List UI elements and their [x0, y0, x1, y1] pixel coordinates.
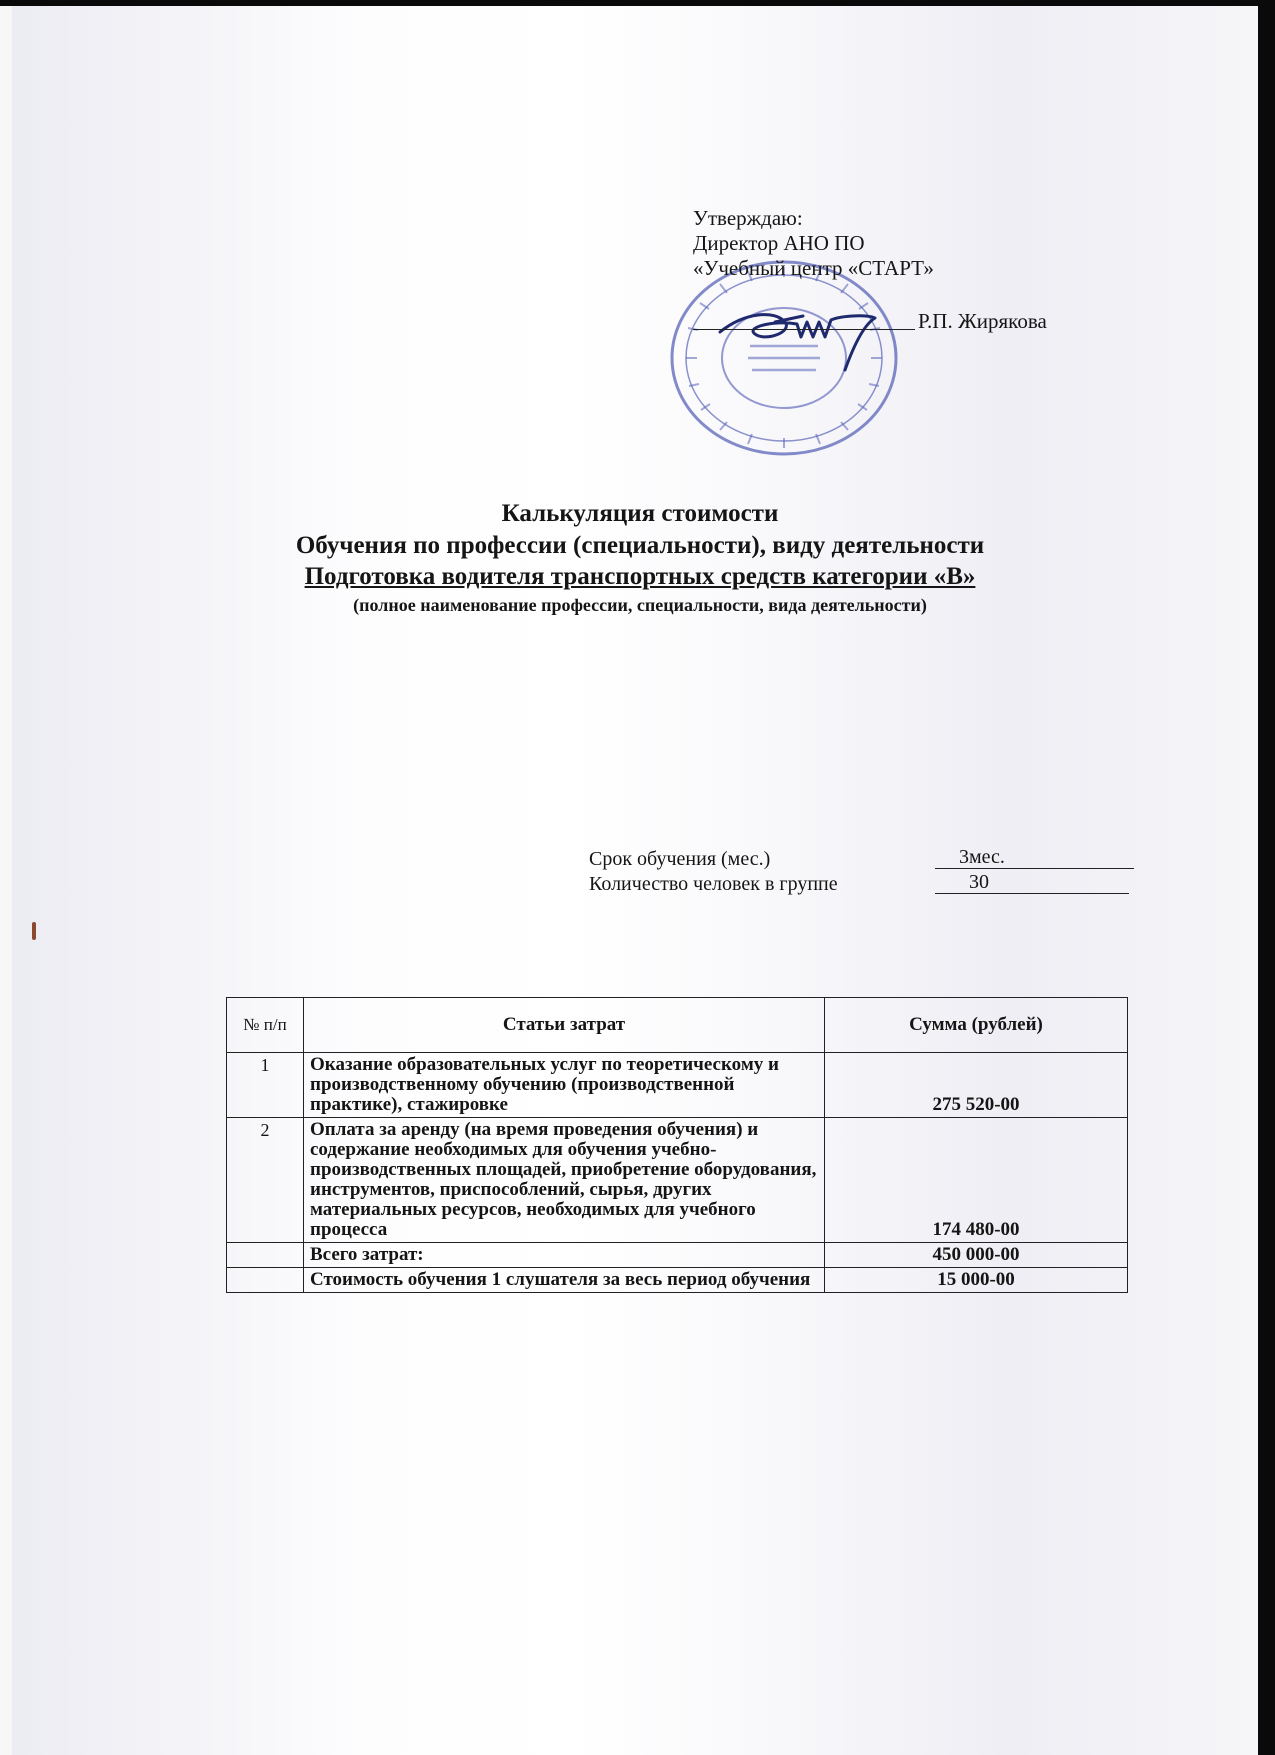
row-sum: 174 480-00 [825, 1118, 1128, 1243]
title-line-4: (полное наименование профессии, специальности, вида деятельности) [353, 595, 927, 615]
scan-edge-right [1258, 0, 1275, 1755]
row-sum: 275 520-00 [825, 1053, 1128, 1118]
table-row-per-student [227, 1268, 1128, 1293]
scan-edge-left [0, 0, 12, 1755]
signatory-name: Р.П. Жирякова [918, 309, 1047, 333]
row-item: Оплата за аренду (на время проведения обучения) и содержание необходимых для обучения учебно-производственных площадей, приобретение оборудования, инструментов, приспособлений, сырья, других материальных ресурсов, необходимых для учебного процесса [304, 1118, 825, 1243]
signature-line [693, 329, 915, 330]
document-title [200, 497, 1080, 618]
title-line-1: Калькуляция стоимости [501, 500, 779, 527]
approval-line-2: Директор АНО ПО [693, 231, 865, 255]
approval-line-1: Утверждаю: [693, 206, 803, 230]
table-row-total [227, 1243, 1128, 1268]
row-sum: 15 000-00 [825, 1268, 1128, 1293]
scan-edge-top [0, 0, 1275, 6]
paper-speck [32, 922, 36, 940]
row-item: Оказание образовательных услуг по теоретическому и производственному обучению (производственной практике), стажировке [304, 1053, 825, 1118]
title-line-2: Обучения по профессии (специальности), виду деятельности [295, 532, 985, 559]
group-label: Количество человек в группе [589, 873, 838, 895]
signature-icon [715, 302, 915, 372]
approval-block [693, 206, 934, 281]
row-num: 2 [227, 1118, 304, 1243]
table-header-row [227, 998, 1128, 1053]
row-sum: 450 000-00 [825, 1243, 1128, 1268]
row-num: 1 [227, 1053, 304, 1118]
approval-line-3: «Учебный центр «СТАРТ» [693, 256, 934, 280]
term-label: Срок обучения (мес.) [589, 848, 771, 870]
row-item: Стоимость обучения 1 слушателя за весь период обучения [304, 1268, 825, 1293]
row-num [227, 1243, 304, 1268]
term-value: 3мес. [935, 846, 1134, 869]
row-item: Всего затрат: [304, 1243, 825, 1268]
header-item: Статьи затрат [304, 998, 825, 1053]
table-row [227, 1053, 1128, 1118]
header-num: № п/п [227, 998, 304, 1053]
title-line-3: Подготовка водителя транспортных средств категории «В» [304, 563, 976, 590]
row-num [227, 1268, 304, 1293]
table-row [227, 1118, 1128, 1243]
group-value: 30 [935, 871, 1129, 894]
header-sum: Сумма (рублей) [825, 998, 1128, 1053]
cost-table [226, 997, 1128, 1293]
